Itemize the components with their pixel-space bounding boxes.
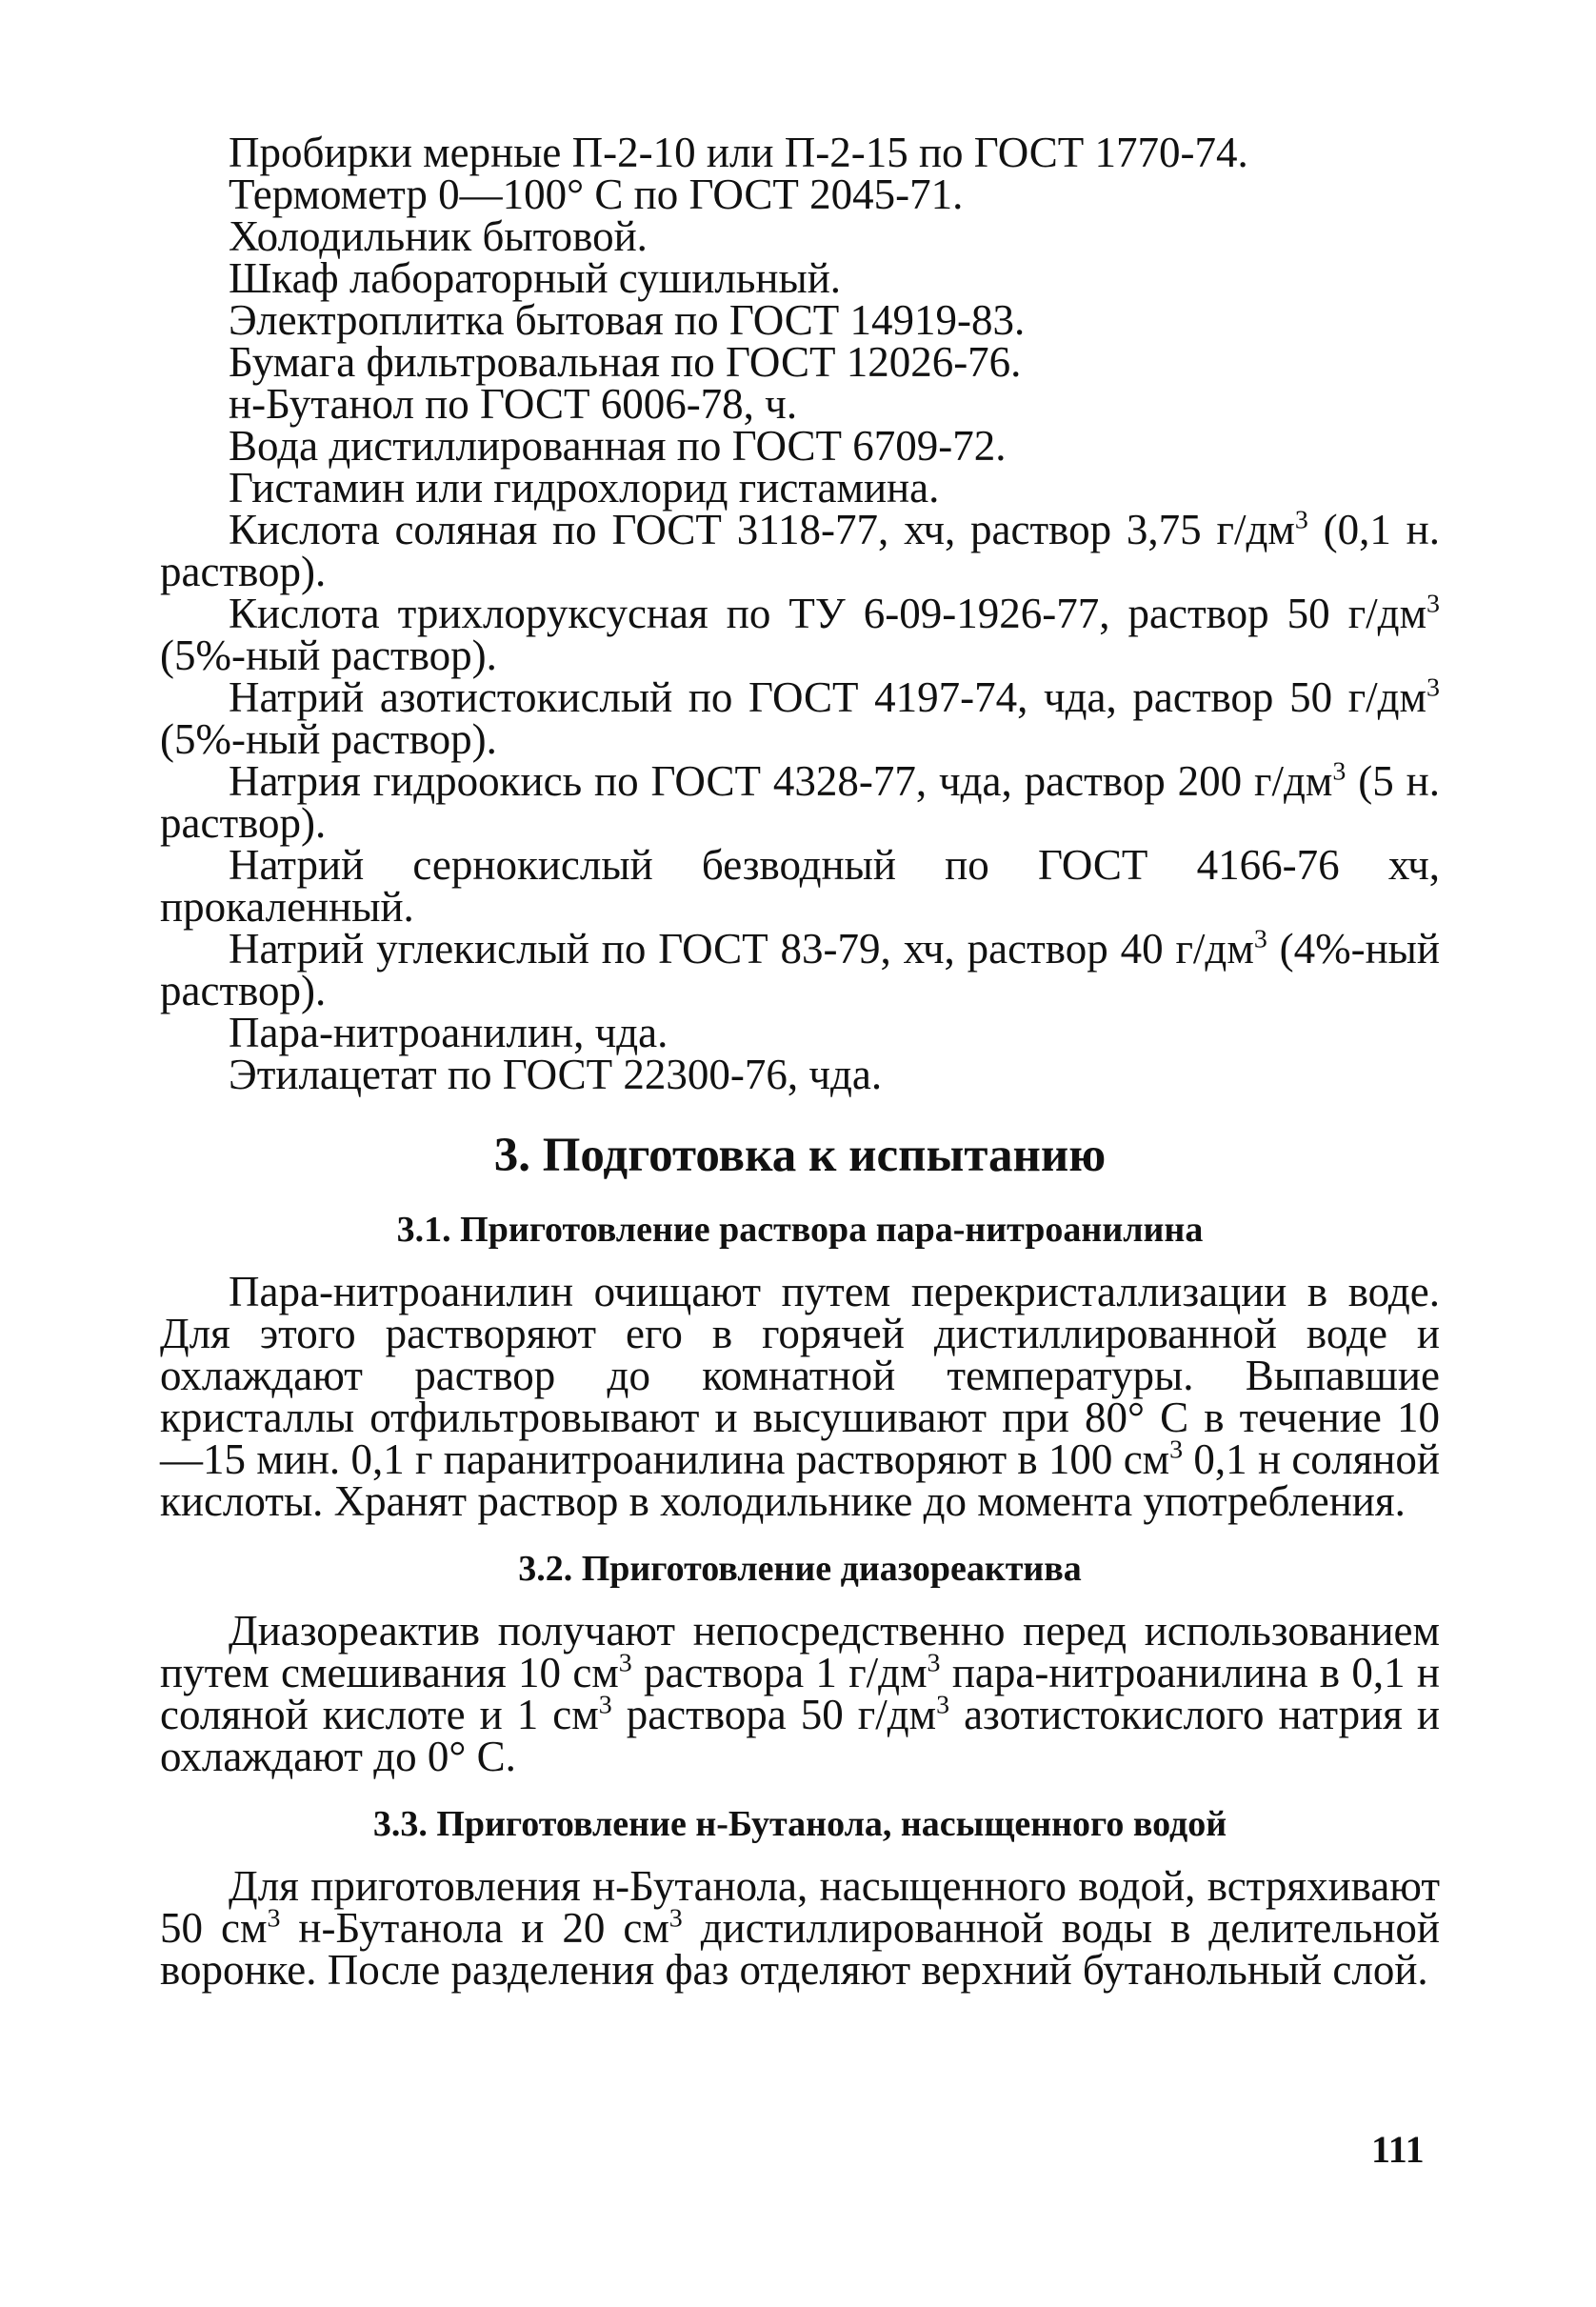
material-item: Вода дистиллированная по ГОСТ 6709-72. <box>229 422 1007 470</box>
material-item: Пара-нитроанилин, чда. <box>229 1009 668 1056</box>
section-title: 3. Подготовка к испытанию <box>493 1129 1107 1182</box>
subsection-title-3-2: 3.2. Приготовление диазореактива <box>518 1549 1082 1589</box>
material-item: Натрий углекислый по ГОСТ 83-79, хч, раствор 40 $г/дм^3$ (4%-ный раствор). <box>160 924 1441 1014</box>
material-item: Электроплитка бытовая по ГОСТ 14919-83. <box>229 296 1026 344</box>
paragraph-3-2: Диазореактив получают непосредственно перед использованием путем смешивания 10 $см^3$ раствора 1 $г/дм^3$ пара-нитроанилина в 0,1 н соляной кислоте и 1 $см^3$ раствора 50 $г/дм^3$ азотистокислого натрия и охлаждают до 0° С. <box>160 1607 1440 1780</box>
paragraph-3-3: Для приготовления н-Бутанола, насыщенного водой, встряхивают 50 $см^3$ н-Бутанола и 20 $см^3$ дистиллированной воды в делительной воронке. После разделения фаз отделяют верхний бутанольный слой. <box>160 1862 1440 1994</box>
material-item: Натрий сернокислый безводный по ГОСТ 4166-76 хч, прокаленный. <box>160 841 1440 931</box>
material-item: Этилацетат по ГОСТ 22300-76, чда. <box>229 1051 883 1098</box>
paragraph-3-1: Пара-нитроанилин очищают путем перекристаллизации в воде. Для этого растворяют его в горячей дистиллированной воде и охлаждают раствор до комнатной температуры. Выпавшие кристаллы отфильтровывают и высушивают при 80° С в течение 10—15 мин. 0,1 г паранитроанилина растворяют в 100 $см^3$ 0,1 н соляной кислоты. Хранят раствор в холодильнике до момента употребления. <box>160 1268 1441 1525</box>
page-number: 111 <box>1371 2128 1425 2171</box>
material-item: Натрия гидроокись по ГОСТ 4328-77, чда, раствор 200 $г/дм^3$ (5 н. раствор). <box>160 756 1440 847</box>
material-item: Кислота трихлоруксусная по ТУ 6-09-1926-77, раствор 50 $г/дм^3$ (5%-ный раствор). <box>160 589 1440 679</box>
material-item: Пробирки мерные П-2-10 или П-2-15 по ГОСТ 1770-74. <box>229 129 1248 176</box>
material-item: Холодильник бытовой. <box>229 212 648 260</box>
material-item: н-Бутанол по ГОСТ 6006-78, ч. <box>229 380 798 428</box>
material-item: Гистамин или гидрохлорид гистамина. <box>229 464 940 512</box>
material-item: Натрий азотистокислый по ГОСТ 4197-74, чда, раствор 50 $г/дм^3$ (5%-ный раствор). <box>160 672 1440 763</box>
material-item: Бумага фильтровальная по ГОСТ 12026-76. <box>229 338 1022 386</box>
materials-list <box>160 129 1441 1098</box>
material-item: Кислота соляная по ГОСТ 3118-77, хч, раствор 3,75 $г/дм^3$ (0,1 н. раствор). <box>160 505 1440 595</box>
subsection-title-3-3: 3.3. Приготовление н-Бутанола, насыщенного водой <box>372 1804 1227 1844</box>
document-page <box>160 129 1441 1994</box>
material-item: Термометр 0—100° С по ГОСТ 2045-71. <box>229 171 964 218</box>
material-item: Шкаф лабораторный сушильный. <box>229 254 842 302</box>
subsection-title-3-1: 3.1. Приготовление раствора пара-нитроанилина <box>396 1210 1204 1250</box>
